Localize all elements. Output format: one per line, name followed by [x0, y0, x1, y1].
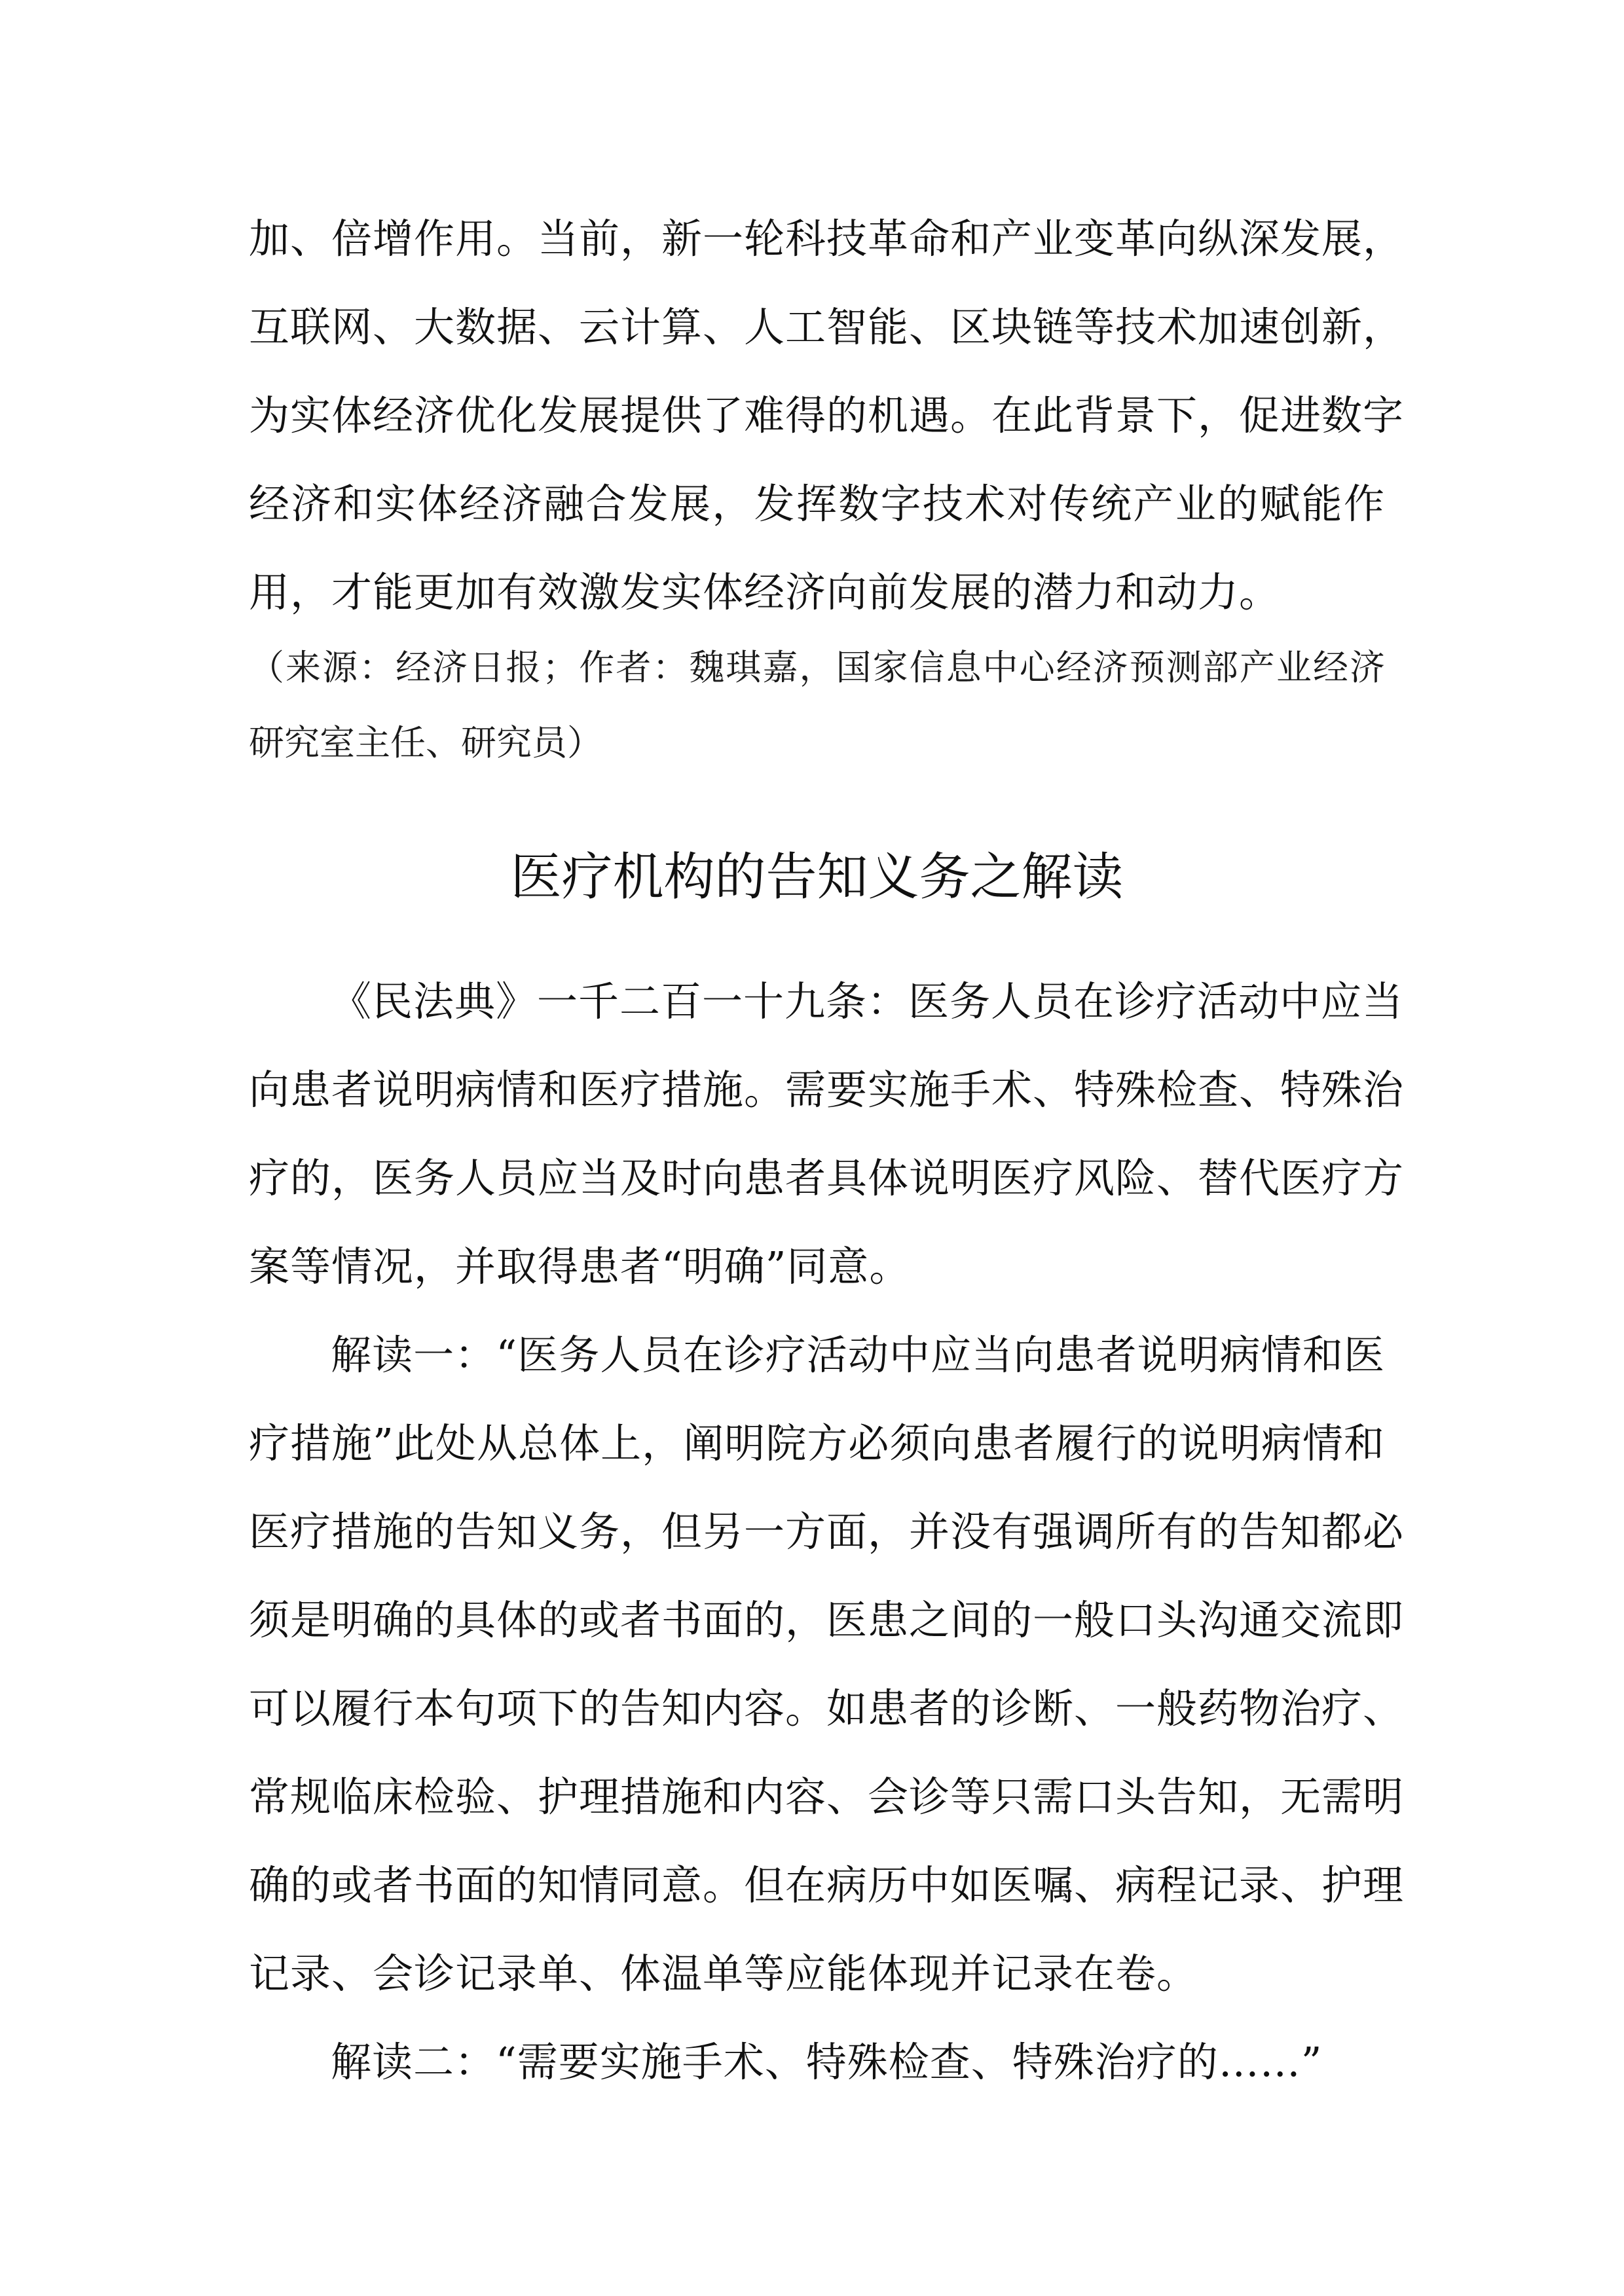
source-line-2: 研究室主任、研究员）	[249, 722, 602, 763]
para2-line-6: 常规临床检验、护理措施和内容、会诊等只需口头告知，无需明	[249, 1773, 1405, 1821]
para2-line-8: 记录、会诊记录单、体温单等应能体现并记录在卷。	[249, 1950, 1198, 1997]
para2-line-1: 解读一：“医务人员在诊疗活动中应当向患者说明病情和医	[331, 1331, 1385, 1379]
intro-line-3: 为实体经济优化发展提供了难得的机遇。在此背景下，促进数字	[249, 392, 1405, 439]
para2-line-7: 确的或者书面的知情同意。但在病历中如医嘱、病程记录、护理	[249, 1861, 1405, 1909]
para2-line-2: 疗措施”此处从总体上，阐明院方必须向患者履行的说明病情和	[249, 1419, 1385, 1467]
para1-line-2: 向患者说明病情和医疗措施。需要实施手术、特殊检查、特殊治	[249, 1066, 1405, 1114]
intro-line-4: 经济和实体经济融合发展，发挥数字技术对传统产业的赋能作	[249, 480, 1385, 528]
para2-line-3: 医疗措施的告知义务，但另一方面，并没有强调所有的告知都必	[249, 1508, 1405, 1556]
para1-line-4: 案等情况，并取得患者“明确”同意。	[249, 1243, 911, 1290]
para2-line-4: 须是明确的具体的或者书面的，医患之间的一般口头沟通交流即	[249, 1596, 1405, 1644]
para1-line-3: 疗的，医务人员应当及时向患者具体说明医疗风险、替代医疗方	[249, 1154, 1405, 1202]
para2-line-5: 可以履行本句项下的告知内容。如患者的诊断、一般药物治疗、	[249, 1685, 1405, 1732]
intro-line-2: 互联网、大数据、云计算、人工智能、区块链等技术加速创新，	[249, 303, 1405, 351]
source-line-1: （来源：经济日报；作者：魏琪嘉，国家信息中心经济预测部产业经济	[249, 647, 1385, 688]
para1-line-1: 《民法典》一千二百一十九条：医务人员在诊疗活动中应当	[331, 977, 1404, 1025]
para3-line-1: 解读二：“需要实施手术、特殊检查、特殊治疗的……”	[331, 2038, 1323, 2086]
article-title: 医疗机构的告知义务之解读	[510, 848, 1124, 907]
intro-line-5: 用，才能更加有效激发实体经济向前发展的潜力和动力。	[249, 568, 1281, 616]
intro-line-1: 加、倍增作用。当前，新一轮科技革命和产业变革向纵深发展，	[249, 215, 1405, 263]
